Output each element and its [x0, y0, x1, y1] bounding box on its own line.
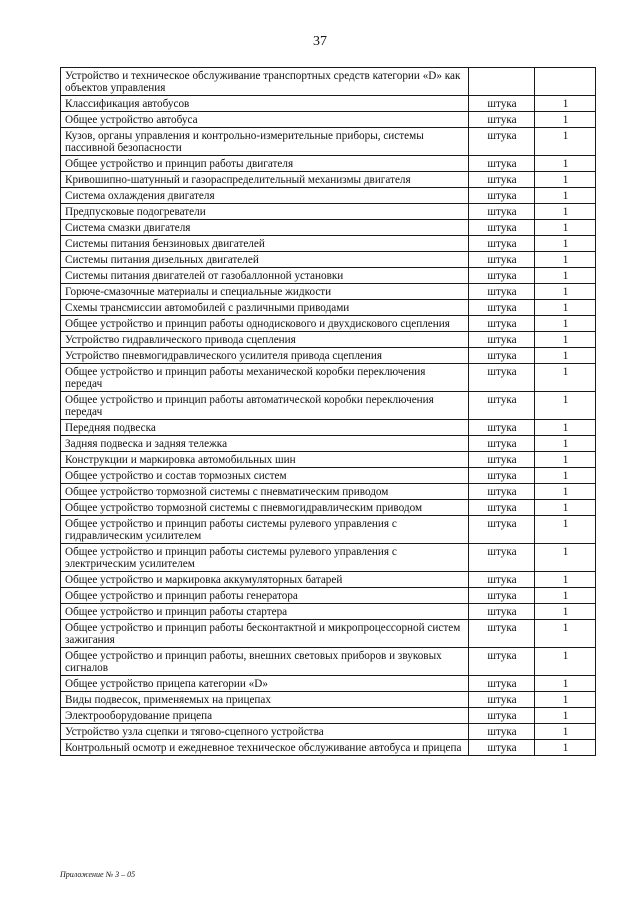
item-name: Общее устройство и состав тормозных систем — [61, 468, 469, 484]
table-row — [61, 588, 596, 604]
table-row — [61, 236, 596, 252]
table-row — [61, 436, 596, 452]
item-name: Передняя подвеска — [61, 420, 469, 436]
item-unit: штука — [469, 420, 535, 436]
item-name: Общее устройство тормозной системы с пневмогидравлическим приводом — [61, 500, 469, 516]
item-name: Общее устройство тормозной системы с пневматическим приводом — [61, 484, 469, 500]
item-unit: штука — [469, 332, 535, 348]
section-title: Устройство и техническое обслуживание транспортных средств категории «D» как объектов управления — [61, 68, 469, 96]
item-unit: штука — [469, 604, 535, 620]
item-unit: штука — [469, 500, 535, 516]
item-name: Кривошипно-шатунный и газораспределительный механизмы двигателя — [61, 172, 469, 188]
item-quantity: 1 — [535, 268, 596, 284]
item-quantity: 1 — [535, 692, 596, 708]
page-number: 37 — [313, 34, 327, 49]
item-quantity: 1 — [535, 284, 596, 300]
table-row — [61, 740, 596, 756]
table-row — [61, 468, 596, 484]
item-unit: штука — [469, 436, 535, 452]
table-row — [61, 332, 596, 348]
item-name: Виды подвесок, применяемых на прицепах — [61, 692, 469, 708]
table-row — [61, 156, 596, 172]
item-unit: штука — [469, 364, 535, 392]
item-unit: штука — [469, 648, 535, 676]
item-quantity: 1 — [535, 172, 596, 188]
item-quantity: 1 — [535, 220, 596, 236]
item-unit: штука — [469, 96, 535, 112]
item-name: Общее устройство и принцип работы, внешних световых приборов и звуковых сигналов — [61, 648, 469, 676]
item-name: Общее устройство и принцип работы генератора — [61, 588, 469, 604]
item-unit: штука — [469, 468, 535, 484]
table-row — [61, 452, 596, 468]
table-row — [61, 220, 596, 236]
item-name: Общее устройство и принцип работы системы рулевого управления с гидравлическим усилителем — [61, 516, 469, 544]
table-row — [61, 484, 596, 500]
table-row — [61, 604, 596, 620]
table-row — [61, 516, 596, 544]
item-quantity: 1 — [535, 204, 596, 220]
item-quantity: 1 — [535, 676, 596, 692]
item-unit: штука — [469, 692, 535, 708]
item-name: Общее устройство автобуса — [61, 112, 469, 128]
item-name: Общее устройство и принцип работы бесконтактной и микропроцессорной систем зажигания — [61, 620, 469, 648]
item-name: Горюче-смазочные материалы и специальные жидкости — [61, 284, 469, 300]
item-name: Задняя подвеска и задняя тележка — [61, 436, 469, 452]
item-unit: штука — [469, 588, 535, 604]
table-row — [61, 724, 596, 740]
table-row — [61, 252, 596, 268]
item-quantity: 1 — [535, 188, 596, 204]
item-quantity: 1 — [535, 544, 596, 572]
item-name: Электрооборудование прицепа — [61, 708, 469, 724]
equipment-table-body — [61, 68, 596, 756]
table-row — [61, 572, 596, 588]
item-quantity: 1 — [535, 156, 596, 172]
item-name: Система охлаждения двигателя — [61, 188, 469, 204]
item-quantity: 1 — [535, 484, 596, 500]
item-name: Общее устройство и принцип работы автоматической коробки переключения передач — [61, 392, 469, 420]
table-row — [61, 648, 596, 676]
table-row — [61, 708, 596, 724]
item-name: Предпусковые подогреватели — [61, 204, 469, 220]
item-name: Системы питания бензиновых двигателей — [61, 236, 469, 252]
item-quantity: 1 — [535, 708, 596, 724]
item-quantity: 1 — [535, 500, 596, 516]
item-quantity: 1 — [535, 252, 596, 268]
item-unit: штука — [469, 172, 535, 188]
table-row — [61, 204, 596, 220]
table-row — [61, 420, 596, 436]
section-qty-cell — [535, 68, 596, 96]
item-unit: штука — [469, 724, 535, 740]
item-unit: штука — [469, 620, 535, 648]
table-row — [61, 364, 596, 392]
item-quantity: 1 — [535, 604, 596, 620]
item-name: Устройство гидравлического привода сцепления — [61, 332, 469, 348]
item-quantity: 1 — [535, 364, 596, 392]
item-unit: штука — [469, 112, 535, 128]
equipment-table — [60, 67, 596, 756]
item-quantity: 1 — [535, 468, 596, 484]
item-quantity: 1 — [535, 620, 596, 648]
item-quantity: 1 — [535, 516, 596, 544]
item-name: Общее устройство и принцип работы механической коробки переключения передач — [61, 364, 469, 392]
table-row — [61, 300, 596, 316]
table-row — [61, 500, 596, 516]
item-quantity: 1 — [535, 588, 596, 604]
item-unit: штука — [469, 572, 535, 588]
item-unit: штука — [469, 188, 535, 204]
item-name: Общее устройство и принцип работы стартера — [61, 604, 469, 620]
table-row — [61, 348, 596, 364]
item-name: Системы питания двигателей от газобаллонной установки — [61, 268, 469, 284]
table-row — [61, 96, 596, 112]
item-unit: штука — [469, 252, 535, 268]
item-name: Кузов, органы управления и контрольно-измерительные приборы, системы пассивной безопасности — [61, 128, 469, 156]
item-name: Контрольный осмотр и ежедневное техническое обслуживание автобуса и прицепа — [61, 740, 469, 756]
footer-note: Приложение № 3 – 05 — [60, 870, 136, 879]
table-row — [61, 284, 596, 300]
item-quantity: 1 — [535, 648, 596, 676]
item-unit: штука — [469, 708, 535, 724]
item-quantity: 1 — [535, 96, 596, 112]
table-row — [61, 188, 596, 204]
item-unit: штука — [469, 268, 535, 284]
table-row — [61, 392, 596, 420]
item-name: Общее устройство и принцип работы однодискового и двухдискового сцепления — [61, 316, 469, 332]
item-quantity: 1 — [535, 112, 596, 128]
item-unit: штука — [469, 300, 535, 316]
item-quantity: 1 — [535, 420, 596, 436]
item-unit: штука — [469, 204, 535, 220]
table-row — [61, 676, 596, 692]
item-quantity: 1 — [535, 348, 596, 364]
table-row — [61, 128, 596, 156]
item-unit: штука — [469, 484, 535, 500]
item-unit: штука — [469, 348, 535, 364]
item-quantity: 1 — [535, 392, 596, 420]
section-unit-cell — [469, 68, 535, 96]
item-name: Общее устройство и принцип работы системы рулевого управления с электрическим усилителем — [61, 544, 469, 572]
item-name: Общее устройство и принцип работы двигателя — [61, 156, 469, 172]
item-unit: штука — [469, 316, 535, 332]
table-row — [61, 316, 596, 332]
item-name: Схемы трансмиссии автомобилей с различными приводами — [61, 300, 469, 316]
item-quantity: 1 — [535, 452, 596, 468]
item-unit: штука — [469, 284, 535, 300]
item-name: Общее устройство прицепа категории «D» — [61, 676, 469, 692]
item-unit: штука — [469, 516, 535, 544]
item-name: Системы питания дизельных двигателей — [61, 252, 469, 268]
item-quantity: 1 — [535, 724, 596, 740]
item-name: Устройство узла сцепки и тягово-сцепного устройства — [61, 724, 469, 740]
item-name: Система смазки двигателя — [61, 220, 469, 236]
item-unit: штука — [469, 128, 535, 156]
table-row — [61, 544, 596, 572]
item-quantity: 1 — [535, 740, 596, 756]
table-row — [61, 172, 596, 188]
item-unit: штука — [469, 740, 535, 756]
table-row — [61, 620, 596, 648]
item-quantity: 1 — [535, 436, 596, 452]
item-unit: штука — [469, 676, 535, 692]
item-quantity: 1 — [535, 128, 596, 156]
table-row — [61, 692, 596, 708]
item-unit: штука — [469, 392, 535, 420]
item-unit: штука — [469, 544, 535, 572]
item-name: Конструкции и маркировка автомобильных шин — [61, 452, 469, 468]
item-unit: штука — [469, 220, 535, 236]
section-header-row — [61, 68, 596, 96]
item-quantity: 1 — [535, 236, 596, 252]
item-unit: штука — [469, 156, 535, 172]
item-unit: штука — [469, 452, 535, 468]
table-row — [61, 112, 596, 128]
table-row — [61, 268, 596, 284]
item-quantity: 1 — [535, 332, 596, 348]
item-quantity: 1 — [535, 316, 596, 332]
item-name: Устройство пневмогидравлического усилителя привода сцепления — [61, 348, 469, 364]
item-unit: штука — [469, 236, 535, 252]
item-quantity: 1 — [535, 572, 596, 588]
item-quantity: 1 — [535, 300, 596, 316]
item-name: Классификация автобусов — [61, 96, 469, 112]
item-name: Общее устройство и маркировка аккумуляторных батарей — [61, 572, 469, 588]
